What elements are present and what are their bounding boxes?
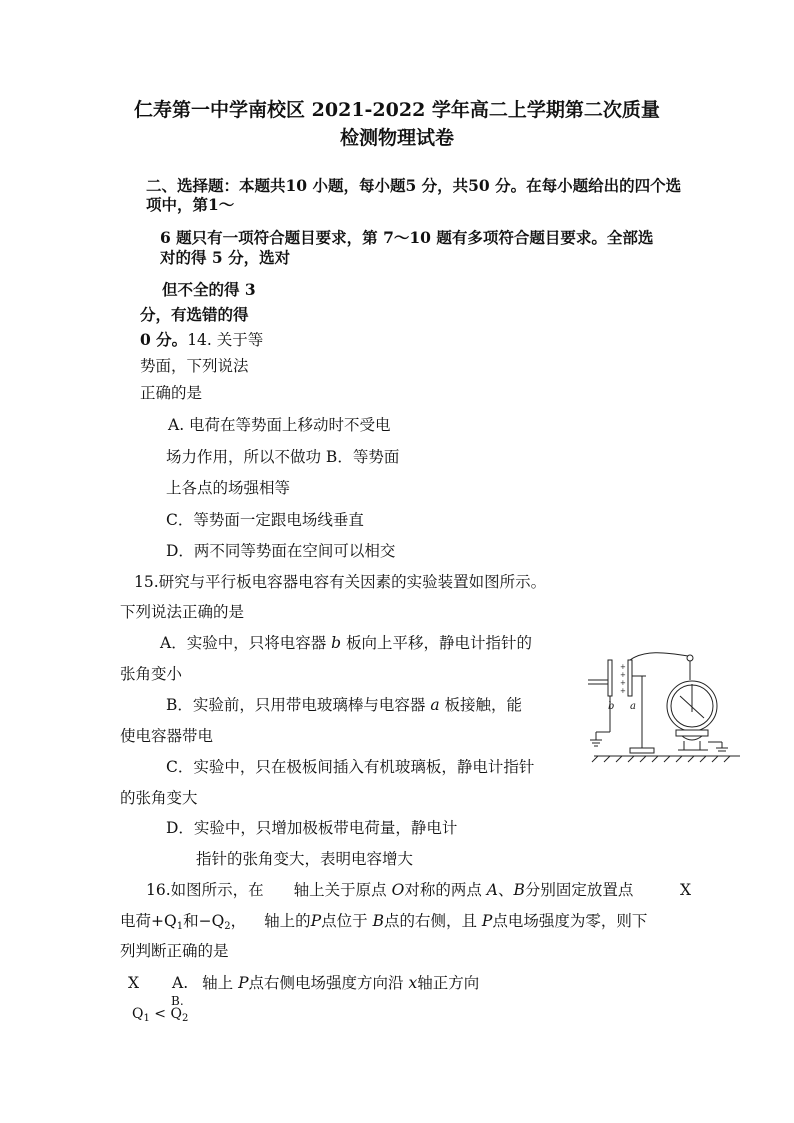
q16-stem-line3: 列判断正确的是 [120, 942, 229, 960]
instructions-line1: 二、选择题：本题共10 小题，每小题5 分，共50 分。在每小题给出的四个选 [146, 176, 682, 195]
capacitor-electrometer-figure [584, 646, 744, 766]
q16-stem-line1: 16.如图所示，在 轴上关于原点 O对称的两点 A、B分别固定放置点 [146, 881, 634, 899]
q16-option-a: A. 轴上 P点右侧电场强度方向沿 x轴正方向 [172, 974, 480, 992]
q14-stem-line3: 正确的是 [140, 384, 203, 402]
q16-option-b-label: B. [171, 994, 184, 1008]
instructions-line5: 但不全的得 3 [162, 280, 256, 299]
q14-stem-line2: 势面，下列说法 [140, 357, 249, 375]
q14-option-a-line2: 场力作用，所以不做功 B．等势面 [166, 448, 400, 466]
figure-label-a: a [630, 701, 636, 712]
instructions-score-zero: 0 分。 [140, 330, 188, 349]
q16-x-axis-label-right: X [680, 881, 692, 899]
q16-x-axis-label-left: X [128, 974, 140, 992]
svg-text:+: + [620, 687, 626, 695]
exam-title-line1: 仁寿第一中学南校区 2021-2022 学年高二上学期第二次质量 [134, 99, 660, 121]
q16-option-b-expression: $Q_1 < Q_2$ [132, 1006, 189, 1024]
q15-option-b-line2: 使电容器带电 [120, 727, 214, 745]
instructions-line4: 对的得 5 分，选对 [160, 248, 291, 267]
q15-option-b-line1: B．实验前，只用带电玻璃棒与电容器 a 板接触，能 [166, 696, 523, 714]
instructions-line6: 分，有选错的得 [140, 305, 249, 324]
figure-label-b: b [608, 701, 615, 712]
plate-a-label: a [430, 696, 440, 714]
q15-stem-line1: 15.研究与平行板电容器电容有关因素的实验装置如图所示。 [134, 573, 547, 591]
instructions-line2: 项中，第1～ [146, 195, 235, 214]
q15-option-a-line1: A．实验中，只将电容器 b 板向上平移，静电计指针的 [160, 634, 532, 652]
q15-option-c-line2: 的张角变大 [120, 789, 198, 807]
instructions-line7 [140, 330, 263, 350]
q14-option-c: C．等势面一定跟电场线垂直 [166, 511, 364, 529]
q15-option-d-line2: 指针的张角变大，表明电容增大 [196, 850, 414, 868]
plate-b-label: b [331, 634, 342, 652]
q15-stem-line2: 下列说法正确的是 [120, 603, 245, 621]
q14-option-d: D．两不同等势面在空间可以相交 [166, 542, 396, 560]
svg-text:+: + [620, 663, 626, 671]
q14-stem-line1: 14. 关于等 [187, 331, 264, 349]
q16-stem-line2: 电荷$+Q_1$和$-Q_2$， 轴上的P点位于 B点的右侧，且 P点电场强度为零，则下 [120, 912, 648, 932]
instructions-line3: 6 题只有一项符合题目要求，第 7～10 题有多项符合题目要求。全部选 [160, 228, 654, 247]
q14-option-b-line2: 上各点的场强相等 [166, 479, 291, 497]
svg-text:+: + [620, 671, 626, 679]
q15-option-a-line2: 张角变小 [120, 665, 183, 683]
svg-text:+: + [620, 679, 626, 687]
q15-option-d-line1: D．实验中，只增加极板带电荷量，静电计 [166, 819, 458, 837]
q15-option-c-line1: C．实验中，只在极板间插入有机玻璃板，静电计指针 [166, 758, 535, 776]
exam-title-line2: 检测物理试卷 [339, 127, 454, 149]
q14-option-a-line1: A. 电荷在等势面上移动时不受电 [168, 416, 391, 434]
